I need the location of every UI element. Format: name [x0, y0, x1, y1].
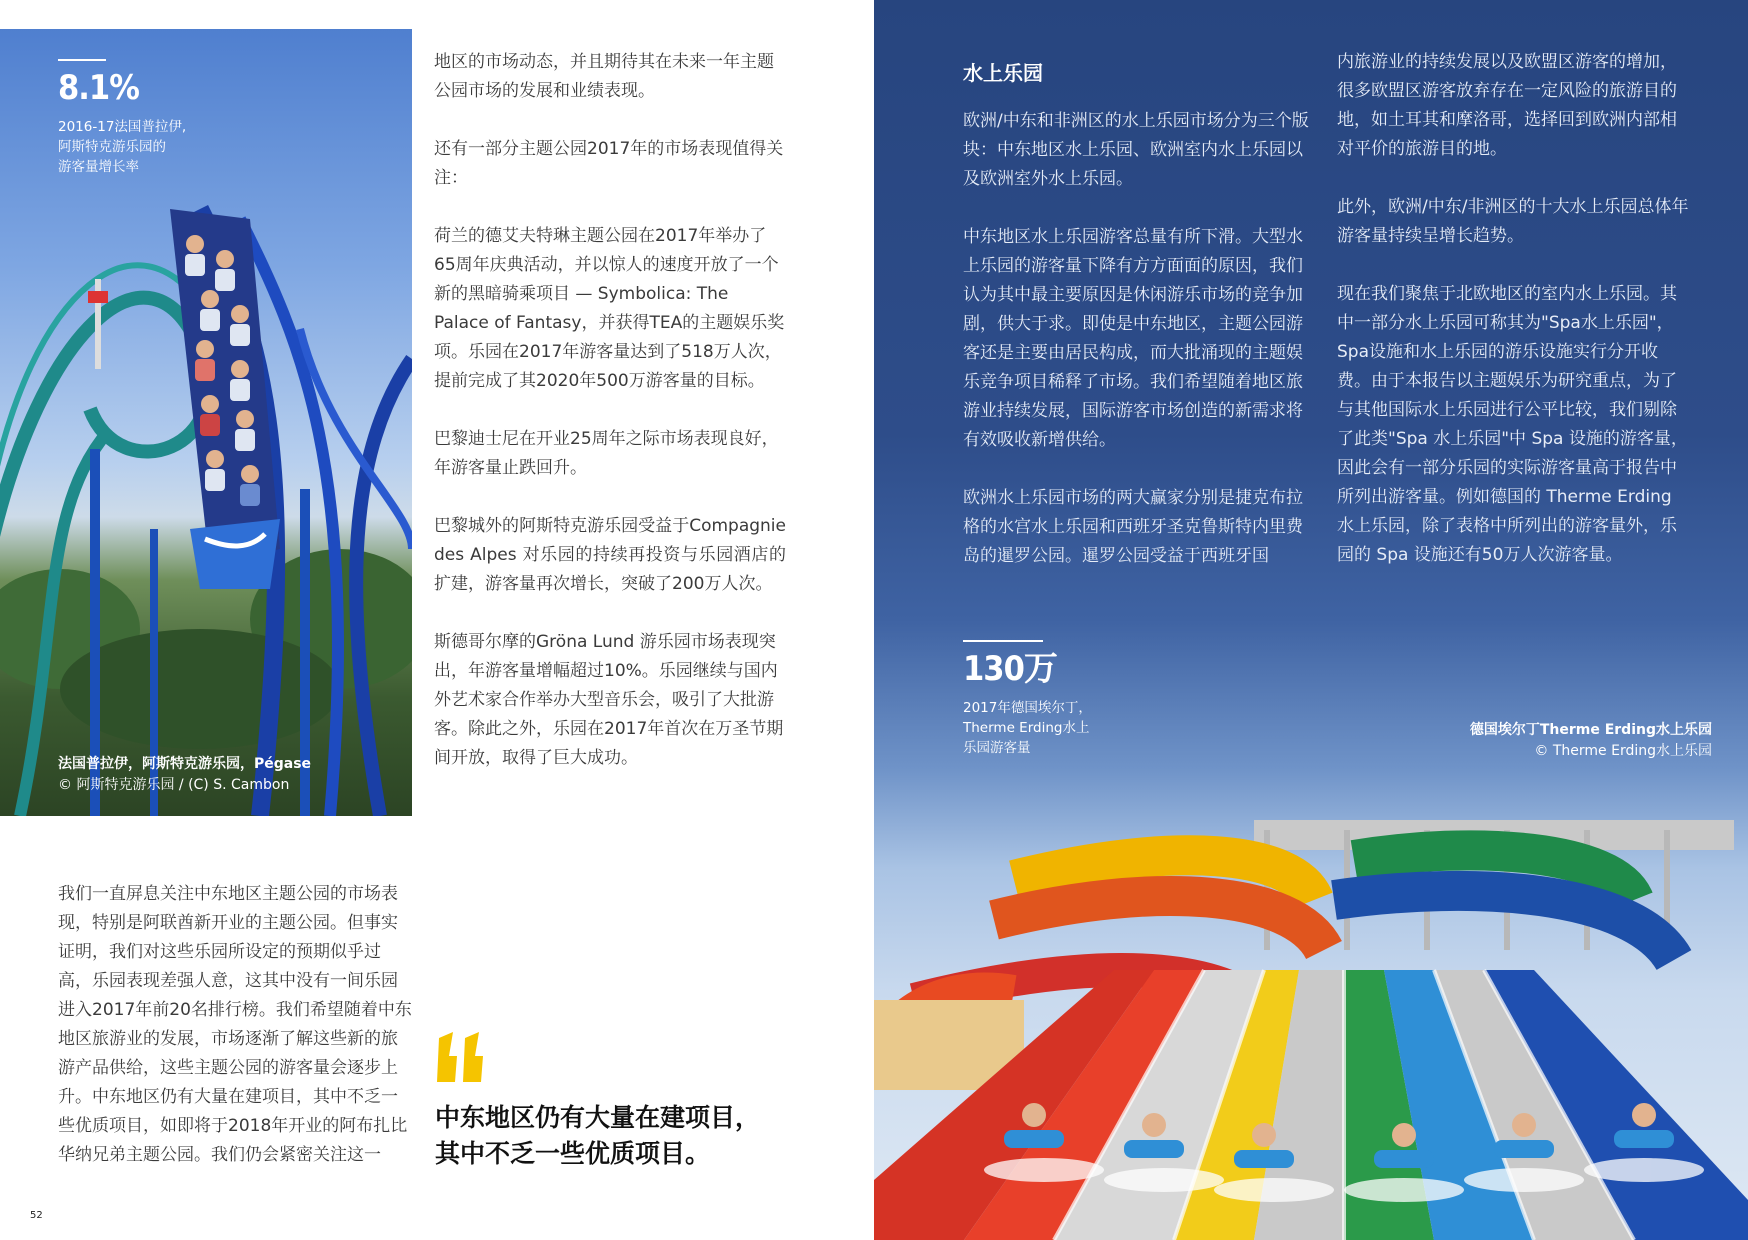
photo-credit-title: 法国普拉伊，阿斯特克游乐园，Pégase	[58, 756, 312, 772]
paragraph: 地区的市场动态，并且期待其在未来一年主题公园市场的发展和业绩表现。	[434, 52, 774, 101]
photo-credit-source: © Therme Erding水上乐园	[1534, 743, 1712, 759]
roller-coaster-photo	[0, 29, 412, 816]
paragraph: 荷兰的德艾夫特琳主题公园在2017年举办了65周年庆典活动，并以惊人的速度开放了一个新的黑暗骑乘项目 — Symbolica: The Palace of Fantasy，并获得TEA的主题娱乐奖项。乐园在2017年游客量达到了518万人次，提前完成了其2020年500万游客量的目标。	[434, 226, 785, 391]
page-number: 52	[30, 1210, 43, 1221]
growth-stat	[58, 59, 186, 177]
left-column-text	[434, 48, 786, 802]
stat-value: 130万	[963, 649, 1057, 689]
paragraph: 内旅游业的持续发展以及欧盟区游客的增加，很多欧盟区游客放弃存在一定风险的旅游目的地，如土耳其和摩洛哥，选择回到欧洲内部相对平价的旅游目的地。	[1337, 52, 1677, 159]
paragraph: 现在我们聚焦于北欧地区的室内水上乐园。其中一部分水上乐园可称其为"Spa水上乐园"，Spa设施和水上乐园的游乐设施实行分开收费。由于本报告以主题娱乐为研究重点，为了与其他国际水上乐园进行公平比较，我们剔除了此类"Spa 水上乐园"中 Spa 设施的游客量，因此会有一部分乐园的实际游客量高于报告中所列出游客量。例如德国的 Therme Erding 水上乐园，除了表格中所列出的游客量外，乐园的 Spa 设施还有50万人次游客量。	[1337, 284, 1688, 565]
paragraph: 斯德哥尔摩的Gröna Lund 游乐园市场表现突出，年游客量增幅超过10%。乐园继续与国内外艺术家合作举办大型音乐会，吸引了大批游客。除此之外，乐园在2017年首次在万圣节期间开放，取得了巨大成功。	[434, 632, 784, 768]
paragraph: 中东地区水上乐园游客总量有所下滑。大型水上乐园的游客量下降有方方面面的原因，我们认为其中最主要原因是休闲游乐市场的竞争加剧，供大于求。即使是中东地区，主题公园游客还是主要由居民构成，而大批涌现的主题娱乐竞争项目稀释了市场。我们希望随着地区旅游业持续发展，国际游客市场创造的新需求将有效吸收新增供给。	[963, 227, 1303, 450]
paragraph: 我们一直屏息关注中东地区主题公园的市场表现，特别是阿联酋新开业的主题公园。但事实证明，我们对这些乐园所设定的预期似乎过高，乐园表现差强人意，这其中没有一间乐园进入2017年前20名排行榜。我们希望随着中东地区旅游业的发展，市场逐渐了解这些新的旅游产品供给，这些主题公园的游客量会逐步上升。中东地区仍有大量在建项目，其中不乏一些优质项目，如即将于2018年开业的阿布扎比华纳兄弟主题公园。我们仍会紧密关注这一	[58, 884, 412, 1165]
photo-credit	[58, 754, 311, 796]
paragraph: 巴黎迪士尼在开业25周年之际市场表现良好，年游客量止跌回升。	[434, 429, 779, 478]
right-column-2	[1337, 48, 1691, 599]
bottom-left-text	[58, 880, 412, 1199]
visitor-stat	[963, 640, 1092, 758]
water-park-page	[874, 0, 1748, 1240]
paragraph: 巴黎城外的阿斯特克游乐园受益于Compagnie des Alpes 对乐园的持续再投资与乐园酒店的扩建，游客量再次增长，突破了200万人次。	[434, 516, 786, 594]
paragraph: 欧洲水上乐园市场的两大赢家分别是捷克布拉格的水宫水上乐园和西班牙圣克鲁斯特内里费岛的暹罗公园。暹罗公园受益于西班牙国	[963, 488, 1303, 566]
paragraph: 欧洲/中东和非洲区的水上乐园市场分为三个版块：中东地区水上乐园、欧洲室内水上乐园以及欧洲室外水上乐园。	[963, 111, 1309, 189]
section-title: 水上乐园	[963, 61, 1043, 85]
paragraph: 此外，欧洲/中东/非洲区的十大水上乐园总体年游客量持续呈增长趋势。	[1337, 197, 1689, 246]
stat-rule	[58, 59, 106, 61]
right-column-1	[963, 107, 1313, 600]
quote-mark-icon	[435, 1030, 485, 1085]
stat-value: 8.1%	[58, 68, 139, 108]
stat-caption: 2016-17法国普拉伊, 阿斯特克游乐园的 游客量增长率	[58, 118, 187, 175]
stat-rule	[963, 640, 1043, 642]
photo-credit-title: 德国埃尔丁Therme Erding水上乐园	[1469, 722, 1712, 738]
pull-quote: 中东地区仍有大量在建项目， 其中不乏一些优质项目。	[435, 1103, 761, 1168]
paragraph: 还有一部分主题公园2017年的市场表现值得关注：	[434, 139, 784, 188]
photo-credit-source: © 阿斯特克游乐园 / (C) S. Cambon	[58, 777, 290, 793]
stat-caption: 2017年德国埃尔丁， Therme Erding水上 乐园游客量	[963, 699, 1092, 756]
photo-credit	[1470, 720, 1712, 762]
